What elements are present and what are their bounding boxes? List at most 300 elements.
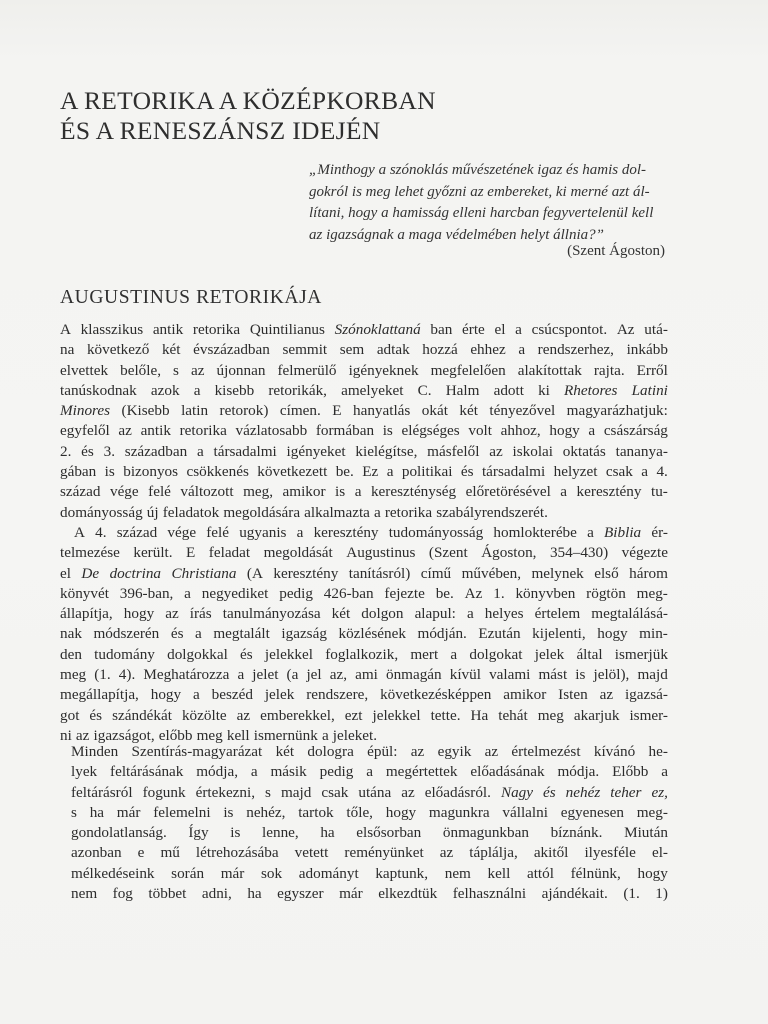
word: címen. [279,402,321,420]
word: az [489,442,503,460]
word: ismer- [629,706,668,724]
word: tanításról) [348,564,411,582]
word: s [265,783,271,801]
word: újonnan [216,361,266,379]
word: volt [468,422,492,440]
word: meg, [243,483,274,501]
word: E [332,402,342,420]
word: feltárásról [71,783,133,801]
word: hanyatlás [352,402,411,420]
word: a [366,763,373,781]
text-line [60,320,668,340]
word: önmagán [385,666,442,684]
text-line [60,706,668,726]
word: E [186,544,196,562]
word: 4. [95,523,107,541]
word: jelet [252,666,279,684]
word: jelöl), [593,666,630,684]
word: épül: [367,743,398,760]
text-line [71,762,668,782]
word: meg [196,726,223,744]
word: tanulmányozása [222,605,321,623]
word: Isten [558,686,588,704]
word: dolgokat [469,645,523,663]
word: den [60,645,82,663]
word: évszázadban [193,341,270,359]
word: klasszikus [80,321,144,338]
word: Így [188,824,209,842]
word: és [460,463,474,481]
word: ami [355,666,378,684]
word: Ezután [478,625,521,643]
word: dolgon [361,605,404,623]
italic-word: nehéz [565,783,601,801]
word: rajta. [593,361,625,379]
word: nak [60,625,82,643]
word: dolgokkal [167,645,228,663]
word: 1) [655,885,668,903]
word: pedig [319,763,354,781]
italic-word: ez, [651,783,668,801]
word: az [191,361,205,379]
text-line [60,584,668,604]
text-line [60,462,668,482]
word: A [74,523,85,541]
word: akarjuk [573,706,620,724]
text-line [71,803,668,823]
word: társadalmi [481,463,546,481]
word: e [137,844,145,862]
word: elkezdtük [378,885,438,903]
word: semmit [282,341,328,359]
word: század [116,523,158,541]
word: Miután [624,824,668,842]
word: Minden [71,743,119,760]
word: előadásról. [424,783,491,801]
word: retorok) [219,402,269,420]
word: a [195,625,202,643]
word: elsősorban [356,824,422,842]
word: amikor [282,483,326,501]
word: előretörésével [465,483,551,501]
word: lyek [71,763,98,781]
word: szándékát [112,706,172,724]
word: és [89,706,103,724]
word: 3. [103,442,115,460]
word: adni, [201,885,232,903]
italic-word: Szónoklattaná [334,321,421,338]
word: az [118,422,132,440]
word: 426-ban [323,584,374,602]
text-line [60,685,668,705]
word: közlésének [338,625,406,643]
word: inkább [626,341,668,359]
word: kívül [449,666,481,684]
word: ki [538,381,550,399]
word: ha [247,885,262,903]
epigraph-line: az igazságnak a maga védelmében helyt állnia?” [309,226,604,243]
word: utána [358,783,392,801]
word: egyenesen [560,803,624,821]
word: egyik [437,743,472,760]
word: jeleket. [332,726,378,744]
text-line [60,624,668,644]
word: antik [152,321,184,338]
word: tudományosság [388,523,484,541]
word: többet [148,885,187,903]
word: meg- [636,803,668,821]
word: ha [320,824,335,842]
word: C. [417,381,432,399]
word: században [124,442,188,460]
word: amikor [503,686,547,704]
word: adtak [376,341,410,359]
word: Szentírás-magyarázat [131,743,263,760]
epigraph-line: „Minthogy a szónoklás művészetének igaz és hamis dol- [309,162,647,178]
word: és [81,442,94,460]
word: vállalni [502,803,548,821]
word: azonban [71,844,122,862]
text-line [71,742,668,762]
word: már [116,803,141,821]
word: ezt [344,706,363,724]
text-line [60,401,668,421]
word: keresztény [576,483,642,501]
word: azok [150,381,180,399]
chapter-title [60,86,700,146]
word: be. [435,584,454,602]
word: kielégítse, [355,442,418,460]
word: megtalálásá- [591,605,668,623]
word: társadalmi [213,442,277,460]
word: Ágoston, [481,544,537,562]
word: retorika [192,321,241,338]
word: módszerén [93,625,160,643]
word: keresztény [273,564,339,582]
epigraph-source: (Szent Ágoston) [567,243,665,259]
text-line [60,523,668,543]
italic-word: doctrina [109,564,162,582]
word: ni [60,726,72,744]
word: 4). [118,666,136,684]
word: következésképpen [380,686,492,704]
word: tényezővel [489,402,556,420]
word: (a [286,666,299,684]
word: attól [526,864,554,882]
word: a [587,523,594,541]
word: kijelenti, [532,625,586,643]
italic-word: Latini [631,381,668,399]
word: alkalmazta [304,503,370,521]
word: alakítottak [517,361,582,379]
word: ehhez [470,341,506,359]
word: helyes [484,605,524,623]
word: is [223,803,234,821]
word: az [401,783,415,801]
word: 2. [60,442,72,460]
word: ajándékait. [541,885,608,903]
word: igényeknek [348,361,419,379]
word: mást [538,666,568,684]
epigraph-line: lítani, hogy a hamisság elleni harcban fegyvertelenül kell [309,205,654,221]
word: az [484,743,499,760]
word: a [321,726,329,744]
word: is [230,824,241,842]
word: pedig [279,584,313,602]
word: elvettek [60,361,109,379]
italic-word: Christiana [171,564,237,582]
word: is [335,483,346,501]
italic-word: Nagy [500,783,533,801]
word: megtalált [213,625,270,643]
word: adományt [298,864,359,882]
italic-word: Biblia [604,523,642,541]
word: nem [444,864,471,882]
italic-word: teher [610,783,642,801]
word: lenne, [262,824,299,842]
word: kell [226,726,250,744]
word: majd [637,666,668,684]
word: okát [421,402,448,420]
text-line [60,604,668,624]
word: új [146,503,159,521]
word: nehéz, [246,803,286,821]
word: és [170,625,184,643]
text-line [60,543,668,563]
word: megoldását [263,544,333,562]
word: valami [489,666,531,684]
paragraph-2 [60,523,668,746]
word: jelek [264,686,295,704]
word: egyszer [277,885,324,903]
word: rendszere, [306,686,369,704]
word: a [588,422,596,440]
word: az [75,726,90,744]
body-text [60,320,668,746]
word: a [192,686,200,704]
word: bíznánk. [550,824,603,842]
word: című [420,564,452,582]
word: got [60,706,80,724]
word: tudomány [94,645,155,663]
word: az [439,844,454,862]
chapter-title-line-1: A RETORIKA A KÖZÉPKORBAN [60,86,436,115]
epigraph-line: gokról is meg lehet győzni az embereket, ki merné azt ál- [309,183,650,200]
word: be. [335,463,354,481]
word: ér- [651,523,668,541]
text-line [71,864,668,884]
word: meg [537,706,564,724]
word: jelek [534,645,565,663]
word: retorika [384,503,433,521]
word: megállapítja, [60,686,139,704]
word: és [240,645,253,663]
word: könyvben [515,584,576,602]
text-line [60,361,668,381]
word: megfelelően [430,361,506,379]
word: el [60,564,71,582]
italic-word: De [81,564,100,582]
word: is [104,463,115,481]
word: jelekkel [264,645,313,663]
word: tu- [650,483,668,501]
word: feltárásának [110,763,184,781]
word: Halm [445,381,480,399]
word: az [165,605,179,623]
word: alapul: [414,605,456,623]
word: is [575,666,586,684]
word: keresztény [313,523,379,541]
word: létrehozásába [195,844,279,862]
text-line [71,823,668,843]
word: könyvét [60,584,109,602]
word: Ez [362,463,379,481]
word: el- [651,844,668,862]
word: tehát [498,706,528,724]
word: Ha [470,706,489,724]
word: iskolai [512,442,553,460]
word: az, [329,666,347,684]
word: módja. [557,763,600,781]
word: hogy [150,686,182,704]
word: kisebb [214,381,255,399]
word: mert [410,645,439,663]
word: a [250,763,258,781]
word: dologra [307,743,354,760]
word: közölte [181,706,227,724]
word: az [599,686,614,704]
word: foglalkozik, [325,645,399,663]
word: egyfelől [60,422,110,440]
word: század [60,483,101,501]
word: felhasználni [452,885,527,903]
word: csökkenés [186,463,249,481]
word: felmerülő [277,361,337,379]
text-line [60,564,668,584]
epigraph [309,160,665,246]
word: a [641,463,649,481]
word: császárság [603,422,668,440]
word: a [518,341,526,359]
word: önmagunkban [442,824,529,842]
word: 354–430) [549,544,609,562]
word: kell [487,864,511,882]
word: na [60,341,75,359]
word: két [275,743,295,760]
word: gában [60,463,97,481]
word: mélkedéseink [71,864,155,882]
word: során [171,864,205,882]
word: igazsá- [624,686,668,704]
word: vázlatosabb [235,422,308,440]
word: ilyesféle [584,844,636,862]
word: szabályrendszerét. [436,503,548,521]
word: (1. [623,885,640,903]
word: adott [493,381,524,399]
word: állapítja, [60,605,113,623]
word: másfelől [427,442,480,460]
word: gondolatlanság. [71,824,167,842]
word: a [184,584,191,602]
word: helyzet [553,463,598,481]
word: beszéd [211,686,253,704]
word: másik [270,763,307,781]
word: igazság [281,625,327,643]
word: majd [280,783,312,801]
word: fog [112,885,133,903]
word: módján. [417,625,467,643]
word: kaptunk, [375,864,429,882]
word: s [71,803,77,821]
word: jel [306,666,322,684]
section-heading: AUGUSTINUS RETORIKÁJA [60,287,322,308]
word: a [560,483,568,501]
word: antik [140,422,171,440]
word: a [296,523,304,541]
word: ban [430,321,453,338]
word: érte [462,321,485,338]
word: tanúskodnak [60,381,137,399]
word: emberekkel, [260,706,335,724]
word: a [661,763,668,781]
word: a [354,483,362,501]
word: igazságot, [93,726,155,744]
word: a [193,381,201,399]
word: oktatás [562,442,606,460]
word: latin [181,402,209,420]
word: el [494,321,506,338]
text-line [60,482,668,502]
word: tette. [430,706,461,724]
text-line [71,783,668,803]
word: végezte [621,544,668,562]
word: bizonyos [123,463,179,481]
word: a [386,463,394,481]
word: már [220,864,245,882]
word: formában [315,422,375,440]
word: módja, [196,763,238,781]
word: két [161,341,181,359]
word: értelem [534,605,581,623]
word: 396-ban, [119,584,174,602]
word: s [173,361,179,379]
word: értekezni, [195,783,256,801]
word: vége [167,523,197,541]
word: Az [464,584,483,602]
word: a [374,503,381,521]
text-line [71,884,668,904]
word: min- [639,625,668,643]
word: tananya- [615,442,668,460]
word: táplálja, [469,844,518,862]
word: Erről [636,361,668,379]
word: elégséges [401,422,460,440]
word: magyarázhatjuk: [566,402,668,420]
word: (Kisebb [121,402,170,420]
word: megértettek [385,763,458,781]
word: ugyanis [239,523,287,541]
italic-word: Rhetores [564,381,618,399]
word: meg- [636,584,668,602]
word: vége [109,483,139,501]
word: sok [261,864,283,882]
word: írás [189,605,212,623]
italic-word: és [543,783,556,801]
word: értelmezést [511,743,581,760]
text-line [60,645,668,665]
word: utá- [644,321,668,338]
word: Quintilianus [249,321,325,338]
